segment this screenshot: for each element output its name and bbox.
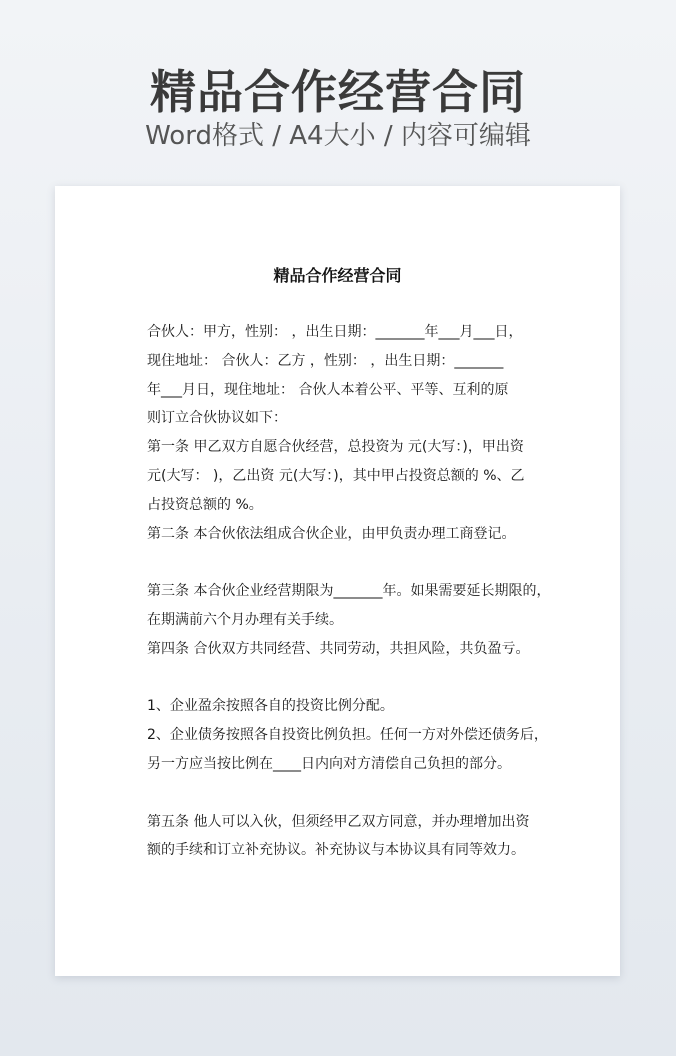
blank-line	[147, 548, 539, 577]
document-body	[147, 318, 551, 865]
body-text-line: 在期满前六个月办理有关手续。	[147, 611, 343, 628]
body-text-line: 额的手续和订立补充协议。补充协议与本协议具有同等效力。	[147, 842, 525, 859]
body-text-line: 年___月日，现住地址： 合伙人本着公平、平等、互利的原	[147, 381, 509, 398]
body-text-line: 第三条 本合伙企业经营期限为_______年。如果需要延长期限的，	[147, 583, 551, 600]
body-text-line: 则订立合伙协议如下：	[147, 410, 287, 427]
body-text-line: 第二条 本合伙依法组成合伙企业，由甲负责办理工商登记。	[147, 525, 516, 542]
blank-line	[147, 779, 539, 808]
document-title: 精品合作经营合同	[273, 266, 402, 285]
body-text-line: 元(大写： )，乙出资 元(大写：)，其中甲占投资总额的 %、乙	[147, 467, 525, 484]
body-text-line: 1、企业盈余按照各自的投资比例分配。	[147, 698, 394, 715]
body-text-line: 合伙人：甲方，性别： ，出生日期：_______年___月___日，	[147, 324, 523, 340]
document-page	[55, 186, 620, 976]
blank-line	[147, 664, 539, 693]
body-text-line: 第一条 甲乙双方自愿合伙经营，总投资为 元(大写：)，甲出资	[147, 439, 524, 456]
body-text-line: 占投资总额的 %。	[147, 496, 263, 513]
body-text-line: 第五条 他人可以入伙，但须经甲乙双方同意，并办理增加出资	[147, 813, 530, 830]
body-text-line: 另一方应当按比例在____日内向对方清偿自己负担的部分。	[147, 755, 511, 772]
body-text-line: 第四条 合伙双方共同经营、共同劳动，共担风险，共负盈亏。	[147, 640, 530, 657]
banner-title: 精品合作经营合同	[150, 65, 526, 119]
body-text-line: 现住地址： 合伙人：乙方 ，性别： ，出生日期：_______	[147, 352, 504, 369]
body-text-line: 2、企业债务按照各自投资比例负担。任何一方对外偿还债务后，	[147, 727, 548, 744]
banner-subtitle: Word格式 / A4大小 / 内容可编辑	[145, 121, 531, 151]
